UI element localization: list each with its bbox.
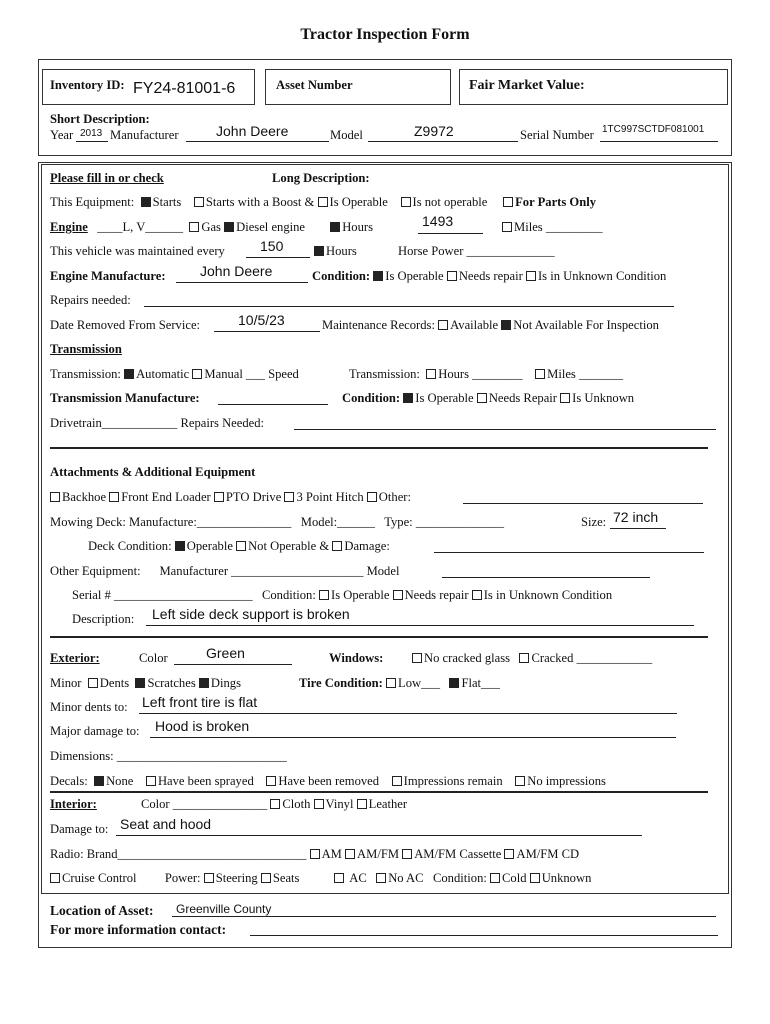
backhoe-checkbox[interactable] (50, 492, 60, 502)
maintained-label: This vehicle was maintained every (50, 244, 225, 258)
mow-size-label: Size: (581, 515, 607, 529)
engine-unknown-label: Is in Unknown Condition (537, 269, 667, 283)
interior-row (50, 797, 407, 812)
is-operable-checkbox[interactable] (318, 197, 328, 207)
engine-needs-repair-checkbox[interactable] (447, 271, 457, 281)
cold-checkbox[interactable] (490, 873, 500, 883)
cruise-label: Cruise Control (62, 871, 137, 885)
engine-mfr-value[interactable]: John Deere (200, 263, 273, 279)
diesel-label: Diesel engine (236, 220, 306, 234)
am-checkbox[interactable] (310, 849, 320, 859)
oe-serial-label: Serial # ______________________ (72, 588, 253, 602)
deck-not-operable-checkbox[interactable] (236, 541, 246, 551)
engine-needs-repair-label: Needs repair (458, 269, 523, 283)
horse-power-field[interactable]: Horse Power ______________ (398, 244, 555, 258)
amfm-cassette-checkbox[interactable] (402, 849, 412, 859)
amfm-label: AM/FM (357, 847, 400, 861)
deck-damage-label: Damage: (344, 539, 390, 553)
power-label: Power: (164, 871, 201, 885)
no-ac-checkbox[interactable] (376, 873, 386, 883)
oe-operable-label: Is Operable (331, 588, 390, 602)
engine-operable-label: Is Operable (385, 269, 444, 283)
cruise-checkbox[interactable] (50, 873, 60, 883)
removed-checkbox[interactable] (266, 776, 276, 786)
steering-checkbox[interactable] (204, 873, 214, 883)
deck-damage-field[interactable] (434, 552, 704, 553)
repairs-needed-field[interactable] (144, 306, 674, 307)
damage-to-label: Damage to: (50, 822, 109, 836)
deck-condition-row (88, 539, 390, 554)
impressions-label: Impressions remain (403, 774, 503, 788)
trans-condition-label: Condition: (342, 391, 401, 405)
other-equipment-row (50, 564, 399, 579)
trans-miles-checkbox[interactable] (535, 369, 545, 379)
three-point-checkbox[interactable] (284, 492, 294, 502)
trans-mfr-field[interactable] (218, 404, 328, 405)
year-value[interactable]: 2013 (80, 128, 103, 139)
minor-row (50, 676, 241, 691)
seats-checkbox[interactable] (261, 873, 271, 883)
major-damage-label: Major damage to: (50, 724, 140, 738)
oe-needs-repair-checkbox[interactable] (393, 590, 403, 600)
amfm-checkbox[interactable] (345, 849, 355, 859)
deck-damage-checkbox[interactable] (332, 541, 342, 551)
gas-label: Gas (201, 220, 221, 234)
major-damage-value[interactable]: Hood is broken (155, 718, 250, 734)
flat-label: Flat___ (461, 676, 500, 690)
inventory-value[interactable]: FY24-81001-6 (133, 80, 236, 97)
lv-field[interactable]: ____L, V______ (97, 220, 184, 234)
mowing-row (50, 515, 504, 530)
am-label: AM (321, 847, 342, 861)
trans-hours-checkbox[interactable] (426, 369, 436, 379)
backhoe-label: Backhoe (62, 490, 107, 504)
other-label: Other: (378, 490, 411, 504)
description-value[interactable]: Left side deck support is broken (152, 606, 350, 622)
serial-value[interactable]: 1TC997SCTDF081001 (602, 124, 705, 135)
form-title: Tractor Inspection Form (300, 26, 470, 43)
no-ac-label: No AC (388, 871, 424, 885)
amfm-cassette-label: AM/FM Cassette (414, 847, 502, 861)
seats-label: Seats (272, 871, 300, 885)
maint-records-label: Maintenance Records: (322, 318, 435, 332)
date-removed-value[interactable]: 10/5/23 (238, 312, 285, 328)
trans-needs-repair-label: Needs Repair (488, 391, 558, 405)
dings-checkbox[interactable] (199, 678, 209, 688)
cold-label: Cold (502, 871, 527, 885)
trans-mfr-label: Transmission Manufacture: (50, 391, 200, 405)
repairs-needed-label: Repairs needed: (50, 293, 131, 307)
damage-to-value[interactable]: Seat and hood (120, 816, 212, 832)
mow-model-label: Model:______ (300, 515, 375, 529)
no-cracked-label: No cracked glass (424, 651, 511, 665)
transmission-label: Transmission: (50, 367, 121, 381)
is-operable-label: Is Operable (329, 195, 388, 209)
deck-operable-label: Operable (186, 539, 233, 553)
oe-operable-checkbox[interactable] (319, 590, 329, 600)
please-fill-label: Please fill in or check (50, 171, 164, 185)
minor-dents-value[interactable]: Left front tire is flat (142, 694, 258, 710)
minor-label: Minor (50, 676, 82, 690)
scratches-checkbox[interactable] (135, 678, 145, 688)
interior-color-field[interactable]: Color _______________ (140, 797, 268, 811)
ac-label: AC (349, 871, 367, 885)
exterior-heading: Exterior: (50, 651, 100, 665)
not-operable-label: Is not operable (412, 195, 488, 209)
vinyl-checkbox[interactable] (314, 799, 324, 809)
short-desc-label: Short Description: (50, 112, 150, 126)
model-value[interactable]: Z9972 (414, 123, 454, 139)
trans-hours-label: Hours ________ (438, 367, 523, 381)
drivetrain-label: Drivetrain____________ Repairs Needed: (50, 416, 265, 430)
trans-operable-checkbox[interactable] (403, 393, 413, 403)
exterior-color-label: Color (139, 651, 168, 665)
no-cracked-checkbox[interactable] (412, 653, 422, 663)
mow-size-value[interactable]: 72 inch (613, 509, 659, 525)
vinyl-label: Vinyl (325, 797, 354, 811)
hours-value[interactable]: 1493 (422, 213, 454, 229)
deck-operable-checkbox[interactable] (175, 541, 185, 551)
sprayed-label: Have been sprayed (157, 774, 254, 788)
available-checkbox[interactable] (438, 320, 448, 330)
dings-label: Dings (210, 676, 241, 690)
engine-condition-label: Condition: (312, 269, 371, 283)
interior-heading: Interior: (50, 797, 97, 811)
serial-label: Serial Number (520, 128, 594, 142)
engine-label: Engine (50, 220, 88, 234)
oe-serial-row (72, 588, 612, 603)
starts-checkbox[interactable] (141, 197, 151, 207)
starts-label: Starts (152, 195, 182, 209)
starts-boost-checkbox[interactable] (194, 197, 204, 207)
deck-condition-label: Deck Condition: (88, 539, 172, 553)
dents-label: Dents (99, 676, 130, 690)
not-available-label: Not Available For Inspection (513, 318, 659, 332)
divider (50, 636, 708, 638)
asset-label: Asset Number (276, 78, 353, 92)
flat-checkbox[interactable] (449, 678, 459, 688)
location-label: Location of Asset: (50, 903, 154, 918)
description-label: Description: (72, 612, 135, 626)
radio-brand-field[interactable]: Radio: Brand______________________________ (50, 847, 307, 861)
transmission-heading: Transmission (50, 342, 122, 356)
decals-label: Decals: (50, 774, 88, 788)
three-point-label: 3 Point Hitch (296, 490, 364, 504)
unknown-label: Unknown (541, 871, 592, 885)
amfm-cd-checkbox[interactable] (504, 849, 514, 859)
decals-row (50, 774, 606, 789)
tire-group (299, 676, 500, 691)
oe-unknown-label: Is in Unknown Condition (483, 588, 613, 602)
oe-model-field[interactable] (442, 577, 650, 578)
equipment-row (50, 195, 596, 210)
radio-row (50, 847, 579, 862)
inventory-label: Inventory ID: (50, 78, 125, 92)
mowing-deck-label: Mowing Deck: Manufacture:_______________ (50, 515, 292, 529)
cloth-checkbox[interactable] (270, 799, 280, 809)
no-impressions-label: No impressions (527, 774, 606, 788)
trans-unknown-label: Is Unknown (572, 391, 635, 405)
maintained-hours-group (314, 244, 357, 259)
ac-checkbox[interactable] (334, 873, 344, 883)
pto-label: PTO Drive (225, 490, 282, 504)
leather-label: Leather (368, 797, 408, 811)
mow-type-label: Type: ______________ (384, 515, 504, 529)
transmission-row (50, 367, 299, 382)
miles-label: Miles _________ (514, 220, 603, 234)
windows-label: Windows: (329, 651, 384, 665)
drivetrain-repairs-field[interactable] (294, 429, 716, 430)
oe-condition-label: Condition: (261, 588, 316, 602)
windows-group (412, 651, 652, 666)
manual-label: Manual ___ Speed (204, 367, 299, 381)
impressions-checkbox[interactable] (392, 776, 402, 786)
dimensions-field[interactable]: Dimensions: ___________________________ (50, 749, 287, 763)
minor-dents-label: Minor dents to: (50, 700, 128, 714)
equipment-label: This Equipment: (50, 195, 135, 209)
year-label: Year (50, 128, 74, 142)
trans-hours-group (349, 367, 623, 382)
trans-unknown-checkbox[interactable] (560, 393, 570, 403)
other-equipment-label: Other Equipment: (50, 564, 141, 578)
oe-needs-repair-label: Needs repair (404, 588, 469, 602)
maintained-value[interactable]: 150 (260, 238, 284, 254)
trans-needs-repair-checkbox[interactable] (477, 393, 487, 403)
steering-label: Steering (215, 871, 258, 885)
fmv-label: Fair Market Value: (469, 78, 585, 93)
automatic-checkbox[interactable] (124, 369, 134, 379)
no-impressions-checkbox[interactable] (515, 776, 525, 786)
dents-checkbox[interactable] (88, 678, 98, 688)
available-label: Available (450, 318, 499, 332)
miles-checkbox[interactable] (502, 222, 512, 232)
hours-checkbox[interactable] (330, 222, 340, 232)
pto-checkbox[interactable] (214, 492, 224, 502)
trans2-label: Transmission: (349, 367, 420, 381)
low-checkbox[interactable] (386, 678, 396, 688)
unknown-checkbox[interactable] (530, 873, 540, 883)
none-label: None (106, 774, 134, 788)
cracked-label: Cracked ____________ (531, 651, 653, 665)
not-available-checkbox[interactable] (501, 320, 511, 330)
not-operable-checkbox[interactable] (401, 197, 411, 207)
exterior-color-value[interactable]: Green (206, 645, 245, 661)
maintained-hours-label: Hours (326, 244, 357, 258)
cruise-row (50, 871, 591, 886)
attach-heading: Attachments & Additional Equipment (50, 465, 256, 479)
engine-unknown-checkbox[interactable] (526, 271, 536, 281)
low-label: Low___ (398, 676, 440, 690)
attach-row (50, 490, 411, 505)
diesel-checkbox[interactable] (224, 222, 234, 232)
parts-only-checkbox[interactable] (503, 197, 513, 207)
manual-checkbox[interactable] (192, 369, 202, 379)
trans-condition-group (342, 391, 634, 406)
front-loader-label: Front End Loader (121, 490, 211, 504)
trans-miles-label: Miles _______ (547, 367, 624, 381)
cracked-checkbox[interactable] (519, 653, 529, 663)
interior-condition-label: Condition: (432, 871, 487, 885)
engine-mfr-label: Engine Manufacture: (50, 269, 166, 283)
manufacturer-label: Manufacturer (110, 128, 179, 142)
cloth-label: Cloth (282, 797, 311, 811)
maintained-hours-checkbox[interactable] (314, 246, 324, 256)
gas-checkbox[interactable] (189, 222, 199, 232)
other-checkbox[interactable] (367, 492, 377, 502)
engine-condition-group (312, 269, 666, 284)
sprayed-checkbox[interactable] (146, 776, 156, 786)
oe-manufacturer-label: Manufacturer _____________________ (159, 564, 364, 578)
manufacturer-value[interactable]: John Deere (216, 123, 289, 139)
hours-label: Hours (342, 220, 373, 234)
amfm-cd-label: AM/FM CD (516, 847, 580, 861)
none-checkbox[interactable] (94, 776, 104, 786)
maint-records-group (322, 318, 659, 333)
divider (50, 791, 708, 793)
trans-operable-label: Is Operable (415, 391, 474, 405)
other-field[interactable] (463, 503, 703, 504)
deck-not-operable-label: Not Operable & (248, 539, 330, 553)
parts-only-label: For Parts Only (515, 195, 597, 209)
starts-boost-label: Starts with a Boost & (205, 195, 315, 209)
engine-row (50, 220, 373, 235)
scratches-label: Scratches (147, 676, 196, 690)
contact-field[interactable] (250, 935, 718, 936)
contact-label: For more information contact: (50, 922, 227, 937)
automatic-label: Automatic (136, 367, 190, 381)
oe-unknown-checkbox[interactable] (472, 590, 482, 600)
location-value[interactable]: Greenville County (176, 902, 272, 916)
leather-checkbox[interactable] (357, 799, 367, 809)
date-removed-label: Date Removed From Service: (50, 318, 201, 332)
oe-model-label: Model (366, 564, 400, 578)
engine-operable-checkbox[interactable] (373, 271, 383, 281)
miles-group (502, 220, 603, 235)
model-label: Model (330, 128, 363, 142)
tire-condition-label: Tire Condition: (299, 676, 383, 690)
front-loader-checkbox[interactable] (109, 492, 119, 502)
long-desc-label: Long Description: (272, 171, 370, 185)
divider (50, 447, 708, 449)
removed-label: Have been removed (278, 774, 380, 788)
